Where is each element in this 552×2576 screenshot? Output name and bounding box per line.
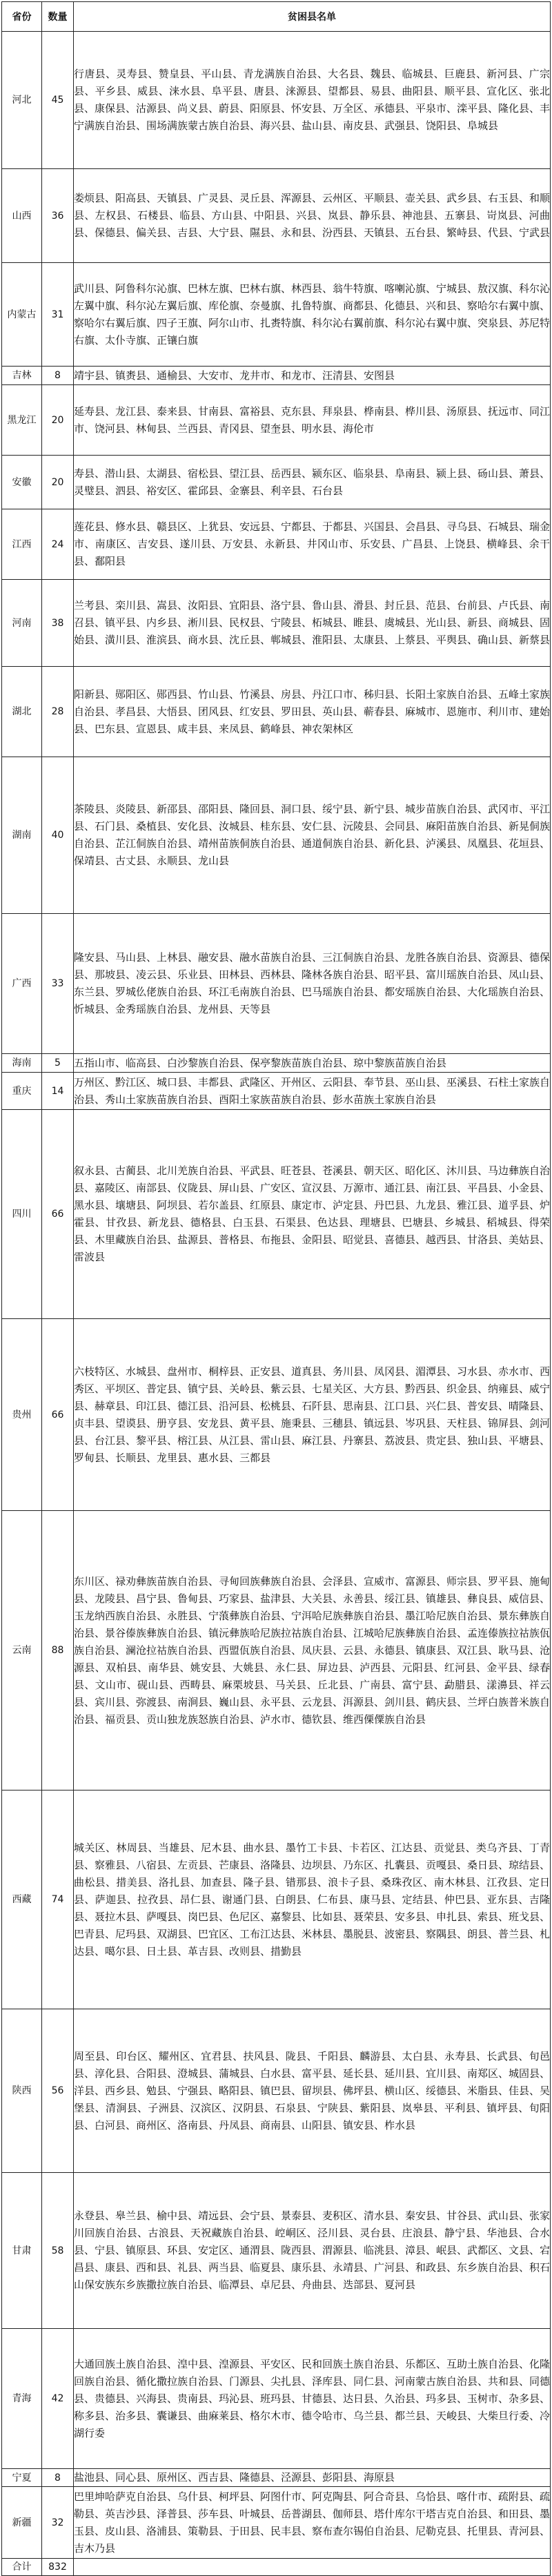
count-cell: 5 (42, 1054, 74, 1073)
province-cell: 新疆 (2, 2487, 42, 2559)
count-cell: 58 (42, 2173, 74, 2329)
county-names-cell: 巴里坤哈萨克自治县、乌什县、柯坪县、阿图什市、阿克陶县、阿合奇县、乌恰县、喀什市、疏附县、疏勒县、英吉沙县、泽普县、莎车县、叶城县、岳普湖县、伽师县、塔什库尔干塔吉克自治县、和田县、墨玉县、皮山县、洛浦县、策勒县、于田县、民丰县、察布查尔锡伯自治县、尼勒克县、托里县、青河县、吉木乃县 (74, 2487, 551, 2559)
county-names-cell: 茶陵县、炎陵县、新邵县、邵阳县、隆回县、洞口县、绥宁县、新宁县、城步苗族自治县、武冈市、平江县、石门县、桑植县、安化县、汝城县、桂东县、安仁县、沅陵县、会同县、麻阳苗族自治县、新晃侗族自治县、芷江侗族自治县、靖州苗族侗族自治县、通道侗族自治县、新化县、泸溪县、凤凰县、花垣县、保靖县、古丈县、永顺县、龙山县 (74, 757, 551, 914)
table-row (2, 32, 551, 169)
table-row (2, 509, 551, 580)
count-cell: 31 (42, 263, 74, 367)
province-cell: 宁夏 (2, 2469, 42, 2487)
province-cell: 西藏 (2, 1790, 42, 2009)
count-cell: 88 (42, 1511, 74, 1790)
count-cell: 28 (42, 667, 74, 757)
count-cell: 36 (42, 169, 74, 263)
county-names-cell: 五指山市、临高县、白沙黎族自治县、保亭黎族苗族自治县、琼中黎族苗族自治县 (74, 1054, 551, 1073)
province-cell: 甘肃 (2, 2173, 42, 2329)
county-names-cell: 武川县、阿鲁科尔沁旗、巴林左旗、巴林右旗、林西县、翁牛特旗、喀喇沁旗、宁城县、敖汉旗、科尔沁左翼中旗、科尔沁左翼后旗、库伦旗、奈曼旗、扎鲁特旗、商都县、化德县、兴和县、察哈尔右翼中旗、察哈尔右翼后旗、四子王旗、阿尔山市、扎赉特旗、科尔沁右翼前旗、科尔沁右翼中旗、突泉县、苏尼特右旗、太仆寺旗、正镶白旗 (74, 263, 551, 367)
county-names-cell: 行唐县、灵寿县、赞皇县、平山县、青龙满族自治县、大名县、魏县、临城县、巨鹿县、新河县、广宗县、平乡县、威县、涞水县、阜平县、唐县、涞源县、望都县、易县、曲阳县、顺平县、宣化区、张北县、康保县、沽源县、尚义县、蔚县、阳原县、怀安县、万全区、承德县、平泉市、滦平县、隆化县、丰宁满族自治县、围场满族蒙古族自治县、海兴县、盐山县、南皮县、武强县、饶阳县、阜城县 (74, 32, 551, 169)
province-cell: 黑龙江 (2, 385, 42, 456)
province-cell: 贵州 (2, 1319, 42, 1511)
table-row (2, 667, 551, 757)
county-names-cell: 莲花县、修水县、赣县区、上犹县、安远县、宁都县、于都县、兴国县、会昌县、寻乌县、石城县、瑞金市、南康区、吉安县、遂川县、万安县、永新县、井冈山市、乐安县、广昌县、上饶县、横峰县、余干县、鄱阳县 (74, 509, 551, 580)
count-cell: 38 (42, 580, 74, 667)
count-cell: 8 (42, 2469, 74, 2487)
province-cell: 重庆 (2, 1073, 42, 1110)
county-names-cell: 娄烦县、阳高县、天镇县、广灵县、灵丘县、浑源县、云州区、平顺县、壶关县、武乡县、右玉县、和顺县、左权县、石楼县、临县、方山县、中阳县、兴县、岚县、静乐县、神池县、五寨县、岢岚县、河曲县、保德县、偏关县、吉县、大宁县、隰县、永和县、汾西县、天镇县、五台县、繁峙县、代县、宁武县 (74, 169, 551, 263)
province-cell: 陕西 (2, 2009, 42, 2173)
county-names-cell: 周至县、印台区、耀州区、宜君县、扶风县、陇县、千阳县、麟游县、太白县、永寿县、长武县、旬邑县、淳化县、合阳县、澄城县、蒲城县、白水县、富平县、延长县、延川县、宜川县、南郑区、城固县、洋县、西乡县、勉县、宁强县、略阳县、镇巴县、留坝县、佛坪县、横山区、绥德县、米脂县、佳县、吴堡县、清涧县、子洲县、汉滨区、汉阴县、石泉县、宁陕县、紫阳县、岚皋县、平利县、镇坪县、旬阳县、白河县、商州区、洛南县、丹凤县、商南县、山阳县、镇安县、柞水县 (74, 2009, 551, 2173)
county-names-cell: 延寿县、龙江县、泰来县、甘南县、富裕县、克东县、拜泉县、桦南县、桦川县、汤原县、抚远市、同江市、饶河县、林甸县、兰西县、青冈县、望奎县、明水县、海伦市 (74, 385, 551, 456)
county-names-cell: 靖宇县、镇赉县、通榆县、大安市、龙井市、和龙市、汪清县、安图县 (74, 367, 551, 385)
count-cell: 40 (42, 757, 74, 914)
table-row (2, 169, 551, 263)
county-names-cell: 永登县、皋兰县、榆中县、靖远县、会宁县、景泰县、麦积区、清水县、秦安县、甘谷县、武山县、张家川回族自治县、古浪县、天祝藏族自治县、崆峒区、泾川县、灵台县、庄浪县、静宁县、华池县、合水县、宁县、镇原县、环县、安定区、通渭县、陇西县、渭源县、临洮县、漳县、岷县、武都区、文县、宕昌县、康县、西和县、礼县、两当县、临夏县、康乐县、永靖县、广河县、和政县、东乡族自治县、积石山保安族东乡族撒拉族自治县、临潭县、卓尼县、舟曲县、迭部县、夏河县 (74, 2173, 551, 2329)
province-cell: 云南 (2, 1511, 42, 1790)
county-names-cell: 城关区、林周县、当雄县、尼木县、曲水县、墨竹工卡县、卡若区、江达县、贡觉县、类乌齐县、丁青县、察雅县、八宿县、左贡县、芒康县、洛隆县、边坝县、乃东区、扎囊县、贡嘎县、桑日县、琼结县、曲松县、措美县、洛扎县、加查县、隆子县、错那县、浪卡子县、桑珠孜区、南木林县、江孜县、定日县、萨迦县、拉孜县、昂仁县、谢通门县、白朗县、仁布县、康马县、定结县、仲巴县、亚东县、吉隆县、聂拉木县、萨嘎县、岗巴县、色尼区、嘉黎县、比如县、聂荣县、安多县、申扎县、索县、班戈县、巴青县、尼玛县、双湖县、巴宜区、工布江达县、米林县、墨脱县、波密县、察隅县、朗县、普兰县、札达县、噶尔县、日土县、革吉县、改则县、措勤县 (74, 1790, 551, 2009)
province-cell: 湖北 (2, 667, 42, 757)
province-cell: 河南 (2, 580, 42, 667)
province-cell: 湖南 (2, 757, 42, 914)
province-cell: 河北 (2, 32, 42, 169)
count-cell: 24 (42, 509, 74, 580)
count-cell: 33 (42, 914, 74, 1054)
table-row (2, 914, 551, 1054)
count-cell: 66 (42, 1319, 74, 1511)
table-body (2, 32, 551, 2576)
count-cell: 42 (42, 2329, 74, 2469)
count-cell: 20 (42, 385, 74, 456)
province-cell: 广西 (2, 914, 42, 1054)
table-row (2, 2329, 551, 2469)
province-cell: 海南 (2, 1054, 42, 1073)
table-row (2, 2487, 551, 2559)
province-cell: 青海 (2, 2329, 42, 2469)
table-row (2, 1110, 551, 1319)
table-row (2, 580, 551, 667)
table-row (2, 456, 551, 509)
table-row (2, 2009, 551, 2173)
header-count: 数量 (42, 2, 74, 32)
county-names-cell: 万州区、黔江区、城口县、丰都县、武隆区、开州区、云阳县、奉节县、巫山县、巫溪县、石柱土家族自治县、秀山土家族苗族自治县、酉阳土家族苗族自治县、彭水苗族土家族自治县 (74, 1073, 551, 1110)
table-total-row (2, 2559, 551, 2576)
table-row (2, 263, 551, 367)
table-header-row (2, 2, 551, 32)
county-names-cell: 隆安县、马山县、上林县、融安县、融水苗族自治县、三江侗族自治县、龙胜各族自治县、资源县、德保县、那坡县、凌云县、乐业县、田林县、西林县、隆林各族自治县、昭平县、富川瑶族自治县、凤山县、东兰县、罗城仫佬族自治县、环江毛南族自治县、巴马瑶族自治县、都安瑶族自治县、大化瑶族自治县、忻城县、金秀瑶族自治县、龙州县、天等县 (74, 914, 551, 1054)
county-names-cell: 叙永县、古蔺县、北川羌族自治县、平武县、旺苍县、苍溪县、朝天区、昭化区、沐川县、马边彝族自治县、嘉陵区、南部县、仪陇县、屏山县、广安区、宣汉县、万源市、通江县、南江县、平昌县、小金县、黑水县、壤塘县、阿坝县、若尔盖县、红原县、康定市、泸定县、丹巴县、九龙县、雅江县、道孚县、炉霍县、甘孜县、新龙县、德格县、白玉县、石渠县、色达县、理塘县、巴塘县、乡城县、稻城县、得荣县、木里藏族自治县、盐源县、普格县、布拖县、金阳县、昭觉县、喜德县、越西县、甘洛县、美姑县、雷波县 (74, 1110, 551, 1319)
count-cell: 56 (42, 2009, 74, 2173)
table-row (2, 1511, 551, 1790)
province-cell: 山西 (2, 169, 42, 263)
count-cell: 20 (42, 456, 74, 509)
count-cell: 14 (42, 1073, 74, 1110)
count-cell: 32 (42, 2487, 74, 2559)
province-cell: 吉林 (2, 367, 42, 385)
province-cell: 安徽 (2, 456, 42, 509)
county-names-cell: 盐池县、同心县、原州区、西吉县、隆德县、泾源县、彭阳县、海原县 (74, 2469, 551, 2487)
table-row (2, 1054, 551, 1073)
province-cell: 江西 (2, 509, 42, 580)
total-label: 合计 (2, 2559, 42, 2576)
count-cell: 8 (42, 367, 74, 385)
count-cell: 45 (42, 32, 74, 169)
table-row (2, 1073, 551, 1110)
county-names-cell: 兰考县、栾川县、嵩县、汝阳县、宜阳县、洛宁县、鲁山县、滑县、封丘县、范县、台前县、卢氏县、南召县、镇平县、内乡县、淅川县、民权县、宁陵县、柘城县、睢县、虞城县、光山县、新县、商城县、固始县、潢川县、淮滨县、商水县、沈丘县、郸城县、淮阳县、太康县、上蔡县、平舆县、确山县、新蔡县 (74, 580, 551, 667)
province-cell: 四川 (2, 1110, 42, 1319)
table-row (2, 1790, 551, 2009)
table-row (2, 367, 551, 385)
table-row (2, 2469, 551, 2487)
poverty-county-table (1, 1, 551, 2576)
total-count: 832 (42, 2559, 74, 2576)
table-row (2, 385, 551, 456)
count-cell: 66 (42, 1110, 74, 1319)
count-cell: 74 (42, 1790, 74, 2009)
county-names-cell: 寿县、潜山县、太湖县、宿松县、望江县、岳西县、颍东区、临泉县、阜南县、颍上县、砀山县、萧县、灵璧县、泗县、裕安区、霍邱县、金寨县、利辛县、石台县 (74, 456, 551, 509)
header-names: 贫困县名单 (74, 2, 551, 32)
header-province: 省份 (2, 2, 42, 32)
table-row (2, 1319, 551, 1511)
county-names-cell: 大通回族土族自治县、湟中县、湟源县、平安区、民和回族土族自治县、乐都区、互助土族自治县、化隆回族自治县、循化撒拉族自治县、门源县、尖扎县、泽库县、同仁县、河南蒙古族自治县、共和县、同德县、贵德县、兴海县、贵南县、玛沁县、班玛县、甘德县、达日县、久治县、玛多县、玉树市、杂多县、称多县、治多县、囊谦县、曲麻莱县、格尔木市、德令哈市、乌兰县、都兰县、天峻县、大柴旦行委、冷湖行委 (74, 2329, 551, 2469)
county-names-cell: 东川区、禄劝彝族苗族自治县、寻甸回族彝族自治县、会泽县、宣威市、富源县、师宗县、罗平县、施甸县、龙陵县、昌宁县、鲁甸县、巧家县、盐津县、大关县、永善县、绥江县、镇雄县、彝良县、威信县、玉龙纳西族自治县、永胜县、宁蒗彝族自治县、宁洱哈尼族彝族自治县、墨江哈尼族自治县、景东彝族自治县、景谷傣族彝族自治县、镇沅彝族哈尼族拉祜族自治县、江城哈尼族彝族自治县、孟连傣族拉祜族佤族自治县、澜沧拉祜族自治县、西盟佤族自治县、凤庆县、云县、永德县、镇康县、双江县、耿马县、沧源县、双柏县、南华县、姚安县、大姚县、永仁县、屏边县、泸西县、元阳县、红河县、金平县、绿春县、文山市、砚山县、西畴县、麻栗坡县、马关县、丘北县、广南县、富宁县、勐腊县、漾濞县、祥云县、宾川县、弥渡县、南涧县、巍山县、永平县、云龙县、洱源县、剑川县、鹤庆县、兰坪白族普米族自治县、福贡县、贡山独龙族怒族自治县、泸水市、德钦县、维西傈僳族自治县 (74, 1511, 551, 1790)
table-row (2, 757, 551, 914)
county-names-cell: 六枝特区、水城县、盘州市、桐梓县、正安县、道真县、务川县、凤冈县、湄潭县、习水县、赤水市、西秀区、平坝区、普定县、镇宁县、关岭县、紫云县、七星关区、大方县、黔西县、织金县、纳雍县、威宁县、赫章县、印江县、德江县、沿河县、松桃县、石阡县、思南县、江口县、兴仁县、普安县、晴隆县、贞丰县、望谟县、册亨县、安龙县、黄平县、施秉县、三穗县、镇远县、岑巩县、天柱县、锦屏县、剑河县、台江县、黎平县、榕江县、从江县、雷山县、麻江县、丹寨县、荔波县、贵定县、独山县、平塘县、罗甸县、长顺县、龙里县、惠水县、三都县 (74, 1319, 551, 1511)
total-names-cell (74, 2559, 551, 2576)
county-names-cell: 阳新县、郧阳区、郧西县、竹山县、竹溪县、房县、丹江口市、秭归县、长阳土家族自治县、五峰土家族自治县、孝昌县、大悟县、团风县、红安县、罗田县、英山县、蕲春县、麻城市、恩施市、利川市、建始县、巴东县、宣恩县、咸丰县、来凤县、鹤峰县、神农架林区 (74, 667, 551, 757)
table-row (2, 2173, 551, 2329)
province-cell: 内蒙古 (2, 263, 42, 367)
